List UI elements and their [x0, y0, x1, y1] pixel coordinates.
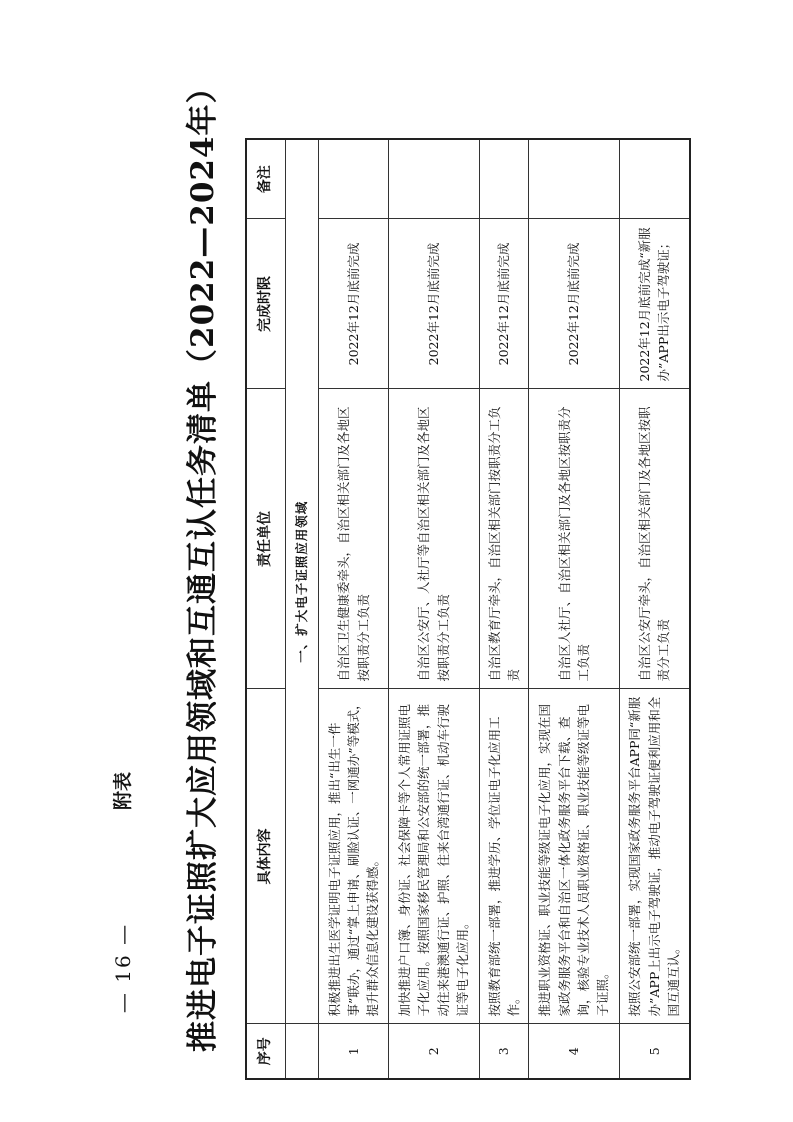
row-number: 2 — [389, 1024, 479, 1079]
row-deadline: 2022年12月底前完成 — [479, 219, 529, 389]
row-unit: 自治区公安厅、人社厅等自治区相关部门及各地区按职责分工负责 — [389, 389, 479, 689]
table-row — [529, 139, 619, 1079]
row-note — [619, 139, 690, 219]
table-row — [619, 139, 690, 1079]
row-content: 推进职业资格证、职业技能等级证电子化应用，实现在国家政务服务平台和自治区一体化政务服务平台下载、查询，核验专业技术人员职业资格证、职业技能等级证等电子证照。 — [529, 689, 619, 1024]
row-deadline: 2022年12月底前完成 — [389, 219, 479, 389]
row-note — [479, 139, 529, 219]
row-unit: 自治区教育厅牵头，自治区相关部门按职责分工负责 — [479, 389, 529, 689]
column-header-seq: 序号 — [246, 1024, 286, 1079]
table-row — [479, 139, 529, 1079]
table-header-row — [246, 139, 286, 1079]
row-note — [389, 139, 479, 219]
row-deadline: 2022年12月底前完成 — [319, 219, 389, 389]
row-number: 5 — [619, 1024, 690, 1079]
row-content: 按照教育部统一部署，推进学历、学位证电子化应用工作。 — [479, 689, 529, 1024]
row-unit: 自治区人社厅、自治区相关部门及各地区按职责分工负责 — [529, 389, 619, 689]
column-header-deadline: 完成时限 — [246, 219, 286, 389]
row-deadline: 2022年12月底前完成“新服办”APP出示电子驾驶证； — [619, 219, 690, 389]
task-table — [245, 138, 691, 1080]
table-row — [389, 139, 479, 1079]
column-header-unit: 责任单位 — [246, 389, 286, 689]
column-header-note: 备注 — [246, 139, 286, 219]
table-row — [319, 139, 389, 1079]
row-note — [529, 139, 619, 219]
column-header-content: 具体内容 — [246, 689, 286, 1024]
section-blank-cell — [286, 1024, 319, 1079]
section-row — [286, 139, 319, 1079]
row-note — [319, 139, 389, 219]
row-unit: 自治区公安厅牵头，自治区相关部门及各地区按职责分工负责 — [619, 389, 690, 689]
row-number: 3 — [479, 1024, 529, 1079]
document-title: 推进电子证照扩大应用领域和互通互认任务清单（2022—2024年） — [185, 71, 221, 1052]
row-content: 加快推进户口簿、身份证、社会保障卡等个人常用证照电子化应用。按照国家移民管理局和公安部的统一部署，推动往来港澳通行证、护照、往来台湾通行证、机动车行驶证等电子化应用。 — [389, 689, 479, 1024]
row-deadline: 2022年12月底前完成 — [529, 219, 619, 389]
page-number: — 16 — — [111, 922, 135, 1014]
row-content: 积极推进出生医学证明电子证照应用，推出“出生一件事”联办，通过“掌上申请、刷脸认证、一网通办”等模式，提升群众信息化建设获得感。 — [319, 689, 389, 1024]
row-content: 按照公安部统一部署，实现国家政务服务平台APP同“新服办”APP上出示电子驾驶证，推动电子驾驶证便利应用和全国互通互认。 — [619, 689, 690, 1024]
row-number: 4 — [529, 1024, 619, 1079]
row-number: 1 — [319, 1024, 389, 1079]
section-title: 一、扩大电子证照应用领域 — [286, 139, 319, 1024]
appendix-label: 附表 — [112, 771, 134, 810]
task-table-container — [245, 140, 691, 1080]
row-unit: 自治区卫生健康委牵头，自治区相关部门及各地区按职责分工负责 — [319, 389, 389, 689]
